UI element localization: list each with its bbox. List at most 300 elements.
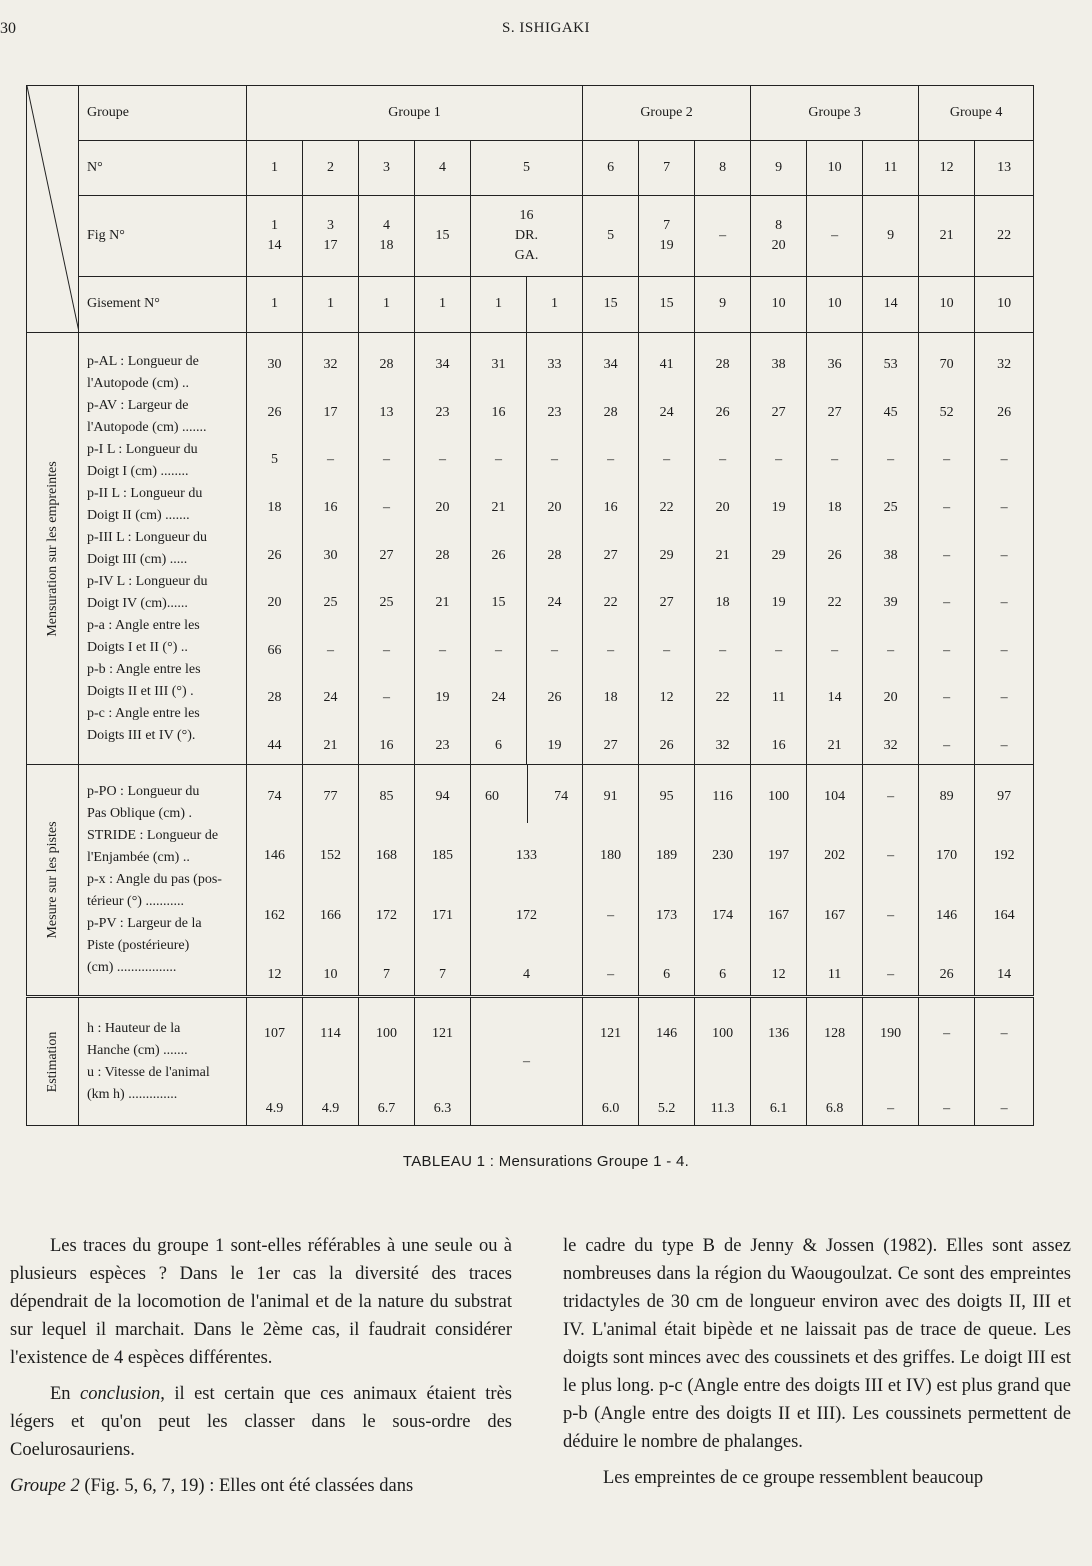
value-cell: 167 bbox=[824, 907, 846, 923]
num-cell: 3 bbox=[359, 141, 415, 196]
value-cell: – bbox=[775, 642, 783, 658]
value-cell: 12 bbox=[771, 966, 786, 982]
estimation-labels bbox=[79, 997, 247, 1126]
value-cell: 164 bbox=[993, 907, 1015, 923]
pis-col-5 bbox=[471, 765, 583, 997]
gisement-cell: 14 bbox=[863, 276, 919, 332]
value-cell: 107 bbox=[264, 1026, 285, 1041]
est-col-9 bbox=[751, 997, 807, 1126]
value-cell: 28 bbox=[547, 547, 562, 563]
value-cell: 32 bbox=[715, 738, 730, 753]
est-col-2 bbox=[303, 997, 359, 1126]
emp-col-12 bbox=[919, 333, 975, 765]
value-cell: 26 bbox=[939, 966, 954, 982]
emp-col-5dr bbox=[471, 333, 527, 765]
measure-label-line: Pas Oblique (cm) . bbox=[87, 806, 192, 821]
diagonal-line bbox=[27, 86, 79, 332]
measure-label-line: p-a : Angle entre les bbox=[87, 617, 200, 633]
split-divider bbox=[527, 765, 528, 823]
value-cell: 30 bbox=[267, 357, 282, 372]
value-cell: 16 bbox=[491, 404, 506, 420]
value-cell: 95 bbox=[659, 789, 674, 804]
value-cell: 25 bbox=[323, 595, 338, 611]
fig-top: 16 bbox=[519, 208, 534, 224]
paragraph: le cadre du type B de Jenny & Jossen (1982). Elles sont assez nombreuses dans la région du Waougoulzat. Ce sont des empreintes tridactyles de 30 cm de longueur environ avec des doigts II, III et IV. L'animal était bipède et ne laissait pas de trace de queue. Les doigts sont minces avec des coussinets et des griffes. Le doigt III est le plus long. p-c (Angle entre des doigts III et IV) est plus grand que p-b (Angle entre des doigts II et III). Les coussinets permettent de déduire le nombre de phalanges. bbox=[563, 1236, 1071, 1452]
value-cell: – bbox=[439, 642, 446, 658]
value-cell: 21 bbox=[491, 499, 506, 515]
measure-label-line: Hanche (cm) ....... bbox=[87, 1042, 188, 1058]
value-cell: 23 bbox=[435, 404, 450, 420]
value-cell: 10 bbox=[323, 966, 338, 982]
pis-col-9 bbox=[751, 765, 807, 997]
value-cell: – bbox=[719, 452, 727, 468]
pis-col-11 bbox=[863, 765, 919, 997]
value-cell: – bbox=[1000, 690, 1008, 706]
value-cell: 28 bbox=[603, 404, 618, 420]
value-cell: 20 bbox=[883, 690, 898, 706]
pis-cell: 133 bbox=[516, 848, 538, 864]
value-cell: 21 bbox=[715, 547, 730, 563]
value-cell: 27 bbox=[771, 404, 786, 420]
number-row bbox=[27, 141, 1034, 196]
value-cell: – bbox=[719, 642, 727, 658]
fig-bottom: 22 bbox=[997, 228, 1012, 244]
emp-col-11 bbox=[863, 333, 919, 765]
value-cell: 19 bbox=[435, 690, 450, 706]
value-cell: 12 bbox=[267, 966, 282, 982]
measure-label-line: STRIDE : Longueur de bbox=[87, 828, 219, 843]
fig-bottom: 18 bbox=[379, 238, 394, 254]
fig-top: 3 bbox=[327, 218, 334, 234]
value-cell: 12 bbox=[659, 690, 674, 706]
value-cell: – bbox=[887, 789, 895, 804]
est-col-10 bbox=[807, 997, 863, 1126]
value-cell: – bbox=[1000, 547, 1008, 563]
value-cell: 30 bbox=[323, 547, 338, 563]
est-col-5 bbox=[471, 997, 583, 1126]
value-cell: 85 bbox=[379, 789, 394, 804]
value-cell: 27 bbox=[603, 738, 618, 753]
value-cell: 26 bbox=[659, 738, 674, 753]
value-cell: 6 bbox=[719, 966, 727, 982]
value-cell: 32 bbox=[997, 357, 1012, 372]
value-cell: 6.0 bbox=[601, 1101, 620, 1116]
value-cell: – bbox=[663, 642, 671, 658]
pis-col-8 bbox=[695, 765, 751, 997]
value-cell: 29 bbox=[659, 547, 674, 563]
value-cell: 100 bbox=[768, 789, 790, 804]
fig-cell bbox=[583, 196, 639, 276]
gisement-cell: 1 bbox=[247, 276, 303, 332]
fig-cell-16 bbox=[471, 196, 583, 276]
estimation-section bbox=[27, 997, 1034, 1126]
value-cell: 6.8 bbox=[825, 1101, 844, 1116]
value-cell: – bbox=[887, 848, 895, 864]
value-cell: 121 bbox=[600, 1026, 622, 1041]
value-cell: 38 bbox=[883, 547, 898, 563]
fig-bottom: 19 bbox=[659, 238, 674, 254]
value-cell: – bbox=[663, 452, 671, 468]
value-cell: 16 bbox=[771, 738, 786, 753]
value-cell: – bbox=[439, 452, 446, 468]
empreintes-vertical-text: Mensuration sur les empreintes bbox=[44, 460, 60, 637]
fig-bottom: – bbox=[831, 228, 839, 244]
pis-col-6 bbox=[583, 765, 639, 997]
value-cell: 39 bbox=[883, 595, 898, 611]
fig-cell bbox=[639, 196, 695, 276]
gisement-cell: 10 bbox=[807, 276, 863, 332]
value-cell: 97 bbox=[997, 789, 1012, 804]
fig-cell bbox=[863, 196, 919, 276]
emp-col-9 bbox=[751, 333, 807, 765]
value-cell: 185 bbox=[432, 848, 453, 864]
fig-bottom: 14 bbox=[267, 238, 282, 254]
value-cell: 166 bbox=[320, 907, 341, 923]
group-2-header: Groupe 2 bbox=[583, 86, 751, 141]
value-cell: 36 bbox=[827, 357, 842, 372]
value-cell: – bbox=[943, 690, 951, 706]
fig-cell bbox=[247, 196, 303, 276]
value-cell: 23 bbox=[435, 738, 450, 753]
fig-ga: GA. bbox=[514, 248, 539, 264]
measure-label-line: p-PV : Largeur de la bbox=[87, 916, 202, 931]
measure-label-line: p-c : Angle entre les bbox=[87, 705, 200, 721]
value-cell: 26 bbox=[715, 404, 730, 420]
emp-col-7 bbox=[639, 333, 695, 765]
num-cell: 8 bbox=[695, 141, 751, 196]
measure-label-line: p-II L : Longueur du bbox=[87, 485, 203, 501]
num-cell: 12 bbox=[919, 141, 975, 196]
value-cell: 7 bbox=[439, 966, 446, 982]
measure-label-line: Doigt I (cm) ........ bbox=[87, 463, 189, 479]
value-cell: 27 bbox=[379, 547, 394, 563]
measure-label-line: p-PO : Longueur du bbox=[87, 784, 200, 799]
gisement-cell: 1 bbox=[415, 276, 471, 332]
measure-label-line: (km h) .............. bbox=[87, 1086, 178, 1102]
gisement-cell: 15 bbox=[583, 276, 639, 332]
value-cell: 77 bbox=[323, 789, 338, 804]
est-col-4 bbox=[415, 997, 471, 1126]
value-cell: 104 bbox=[824, 789, 846, 804]
value-cell: 21 bbox=[323, 738, 338, 753]
value-cell: 100 bbox=[712, 1026, 734, 1041]
paragraph bbox=[10, 1472, 512, 1500]
value-cell: 34 bbox=[435, 357, 450, 372]
measure-label-line: p-AL : Longueur de bbox=[87, 353, 199, 369]
value-cell: 27 bbox=[659, 595, 674, 611]
right-column bbox=[563, 1232, 1071, 1492]
value-cell: – bbox=[831, 642, 839, 658]
value-cell: – bbox=[943, 738, 951, 753]
value-cell: 128 bbox=[824, 1026, 846, 1041]
number-label: N° bbox=[79, 141, 247, 196]
value-cell: – bbox=[1000, 452, 1008, 468]
value-cell: 94 bbox=[435, 789, 450, 804]
value-cell: 41 bbox=[659, 357, 674, 372]
pis-col-2 bbox=[303, 765, 359, 997]
measure-label-line: p-b : Angle entre les bbox=[87, 661, 201, 677]
value-cell: 18 bbox=[715, 595, 730, 611]
value-cell: 230 bbox=[712, 848, 734, 864]
gisement-row bbox=[27, 276, 1034, 332]
value-cell: – bbox=[495, 642, 502, 658]
group-1-header: Groupe 1 bbox=[247, 86, 583, 141]
num-cell: 4 bbox=[415, 141, 471, 196]
value-cell: 27 bbox=[603, 547, 618, 563]
value-cell: 34 bbox=[603, 357, 618, 372]
value-cell: 192 bbox=[993, 848, 1015, 864]
value-cell: 19 bbox=[547, 738, 562, 753]
groupe-label: Groupe bbox=[79, 86, 247, 141]
value-cell: 25 bbox=[379, 595, 394, 611]
gisement-label: Gisement N° bbox=[79, 276, 247, 332]
value-cell: – bbox=[607, 966, 615, 982]
measure-label-line: h : Hauteur de la bbox=[87, 1020, 181, 1036]
num-cell: 13 bbox=[975, 141, 1034, 196]
pis-cell: 60 bbox=[485, 789, 499, 804]
pistes-side-label bbox=[27, 765, 79, 997]
value-cell: 14 bbox=[827, 690, 842, 706]
value-cell: 29 bbox=[771, 547, 786, 563]
left-column bbox=[10, 1232, 512, 1500]
value-cell: 162 bbox=[264, 907, 285, 923]
value-cell: 33 bbox=[547, 357, 562, 372]
value-cell: 23 bbox=[547, 404, 562, 420]
value-cell: 11.3 bbox=[710, 1101, 735, 1116]
value-cell: – bbox=[551, 642, 559, 658]
pis-col-13 bbox=[975, 765, 1034, 997]
group-3-header: Groupe 3 bbox=[751, 86, 919, 141]
est-col-7 bbox=[639, 997, 695, 1126]
measure-label-line: u : Vitesse de l'animal bbox=[87, 1064, 210, 1080]
value-cell: 16 bbox=[603, 499, 618, 515]
value-cell: 27 bbox=[827, 404, 842, 420]
diagonal-corner bbox=[27, 86, 79, 333]
value-cell: – bbox=[495, 452, 502, 468]
value-cell: 6.1 bbox=[769, 1101, 788, 1116]
num-cell: 10 bbox=[807, 141, 863, 196]
emp-col-2 bbox=[303, 333, 359, 765]
value-cell: 146 bbox=[264, 848, 285, 864]
value-cell: 66 bbox=[267, 642, 282, 658]
value-cell: – bbox=[327, 452, 334, 468]
measurements-table bbox=[26, 85, 1034, 1126]
pis-col-10 bbox=[807, 765, 863, 997]
num-cell: 9 bbox=[751, 141, 807, 196]
value-cell: – bbox=[607, 907, 615, 923]
value-cell: – bbox=[383, 690, 390, 706]
text-span: En bbox=[50, 1384, 81, 1404]
value-cell: 19 bbox=[771, 595, 786, 611]
value-cell: 16 bbox=[379, 738, 394, 753]
pistes-vertical-text: Mesure sur les pistes bbox=[44, 821, 60, 939]
value-cell: 24 bbox=[323, 690, 338, 706]
page-number: 30 bbox=[0, 20, 16, 37]
value-cell: – bbox=[551, 452, 559, 468]
num-cell: 2 bbox=[303, 141, 359, 196]
value-cell: 19 bbox=[771, 499, 786, 515]
value-cell: 18 bbox=[603, 690, 618, 706]
num-cell: 5 bbox=[471, 141, 583, 196]
pis-cell: 172 bbox=[516, 907, 538, 923]
gisement-cell: 10 bbox=[919, 276, 975, 332]
value-cell: 152 bbox=[320, 848, 341, 864]
value-cell: 70 bbox=[939, 357, 954, 372]
empreintes-side-label bbox=[27, 333, 79, 765]
est-col-6 bbox=[583, 997, 639, 1126]
value-cell: 5 bbox=[271, 452, 278, 468]
value-cell: 20 bbox=[715, 499, 730, 515]
value-cell: 6 bbox=[495, 738, 502, 753]
value-cell: – bbox=[943, 547, 951, 563]
fig-bottom: 20 bbox=[771, 238, 786, 254]
value-cell: – bbox=[775, 452, 783, 468]
table-caption: TABLEAU 1 : Mensurations Groupe 1 - 4. bbox=[402, 1153, 690, 1170]
value-cell: 32 bbox=[883, 738, 898, 753]
value-cell: – bbox=[887, 966, 895, 982]
pistes-section bbox=[27, 765, 1034, 997]
value-cell: 24 bbox=[659, 404, 674, 420]
est-col-13 bbox=[975, 997, 1034, 1126]
measure-label-line: p-I L : Longueur du bbox=[87, 441, 198, 457]
est-col-1 bbox=[247, 997, 303, 1126]
group-4-header: Groupe 4 bbox=[919, 86, 1034, 141]
empreintes-labels bbox=[79, 333, 247, 765]
value-cell: 74 bbox=[267, 789, 282, 804]
value-cell: 116 bbox=[712, 789, 733, 804]
value-cell: 26 bbox=[997, 404, 1012, 420]
num-cell: 11 bbox=[863, 141, 919, 196]
fig-top: 8 bbox=[775, 218, 783, 234]
value-cell: 189 bbox=[656, 848, 678, 864]
value-cell: 91 bbox=[603, 789, 618, 804]
value-cell: – bbox=[887, 1101, 895, 1116]
value-cell: 28 bbox=[379, 357, 394, 372]
value-cell: 26 bbox=[547, 690, 562, 706]
value-cell: – bbox=[1000, 1026, 1008, 1041]
value-cell: 20 bbox=[435, 499, 450, 515]
pis-col-1 bbox=[247, 765, 303, 997]
fig-cell bbox=[807, 196, 863, 276]
fig-cell bbox=[359, 196, 415, 276]
measure-label-line: (cm) ................. bbox=[87, 960, 177, 975]
value-cell: – bbox=[383, 642, 390, 658]
value-cell: – bbox=[1000, 1101, 1008, 1116]
value-cell: 197 bbox=[768, 848, 790, 864]
measure-label-line: p-x : Angle du pas (pos- bbox=[87, 872, 222, 887]
fig-cell bbox=[751, 196, 807, 276]
emp-col-13 bbox=[975, 333, 1034, 765]
value-cell: – bbox=[831, 452, 839, 468]
value-cell: 52 bbox=[939, 404, 954, 420]
value-cell: – bbox=[327, 642, 334, 658]
measure-label-line: p-III L : Longueur du bbox=[87, 529, 207, 545]
value-cell: 18 bbox=[267, 499, 282, 515]
num-cell: 7 bbox=[639, 141, 695, 196]
value-cell: 190 bbox=[880, 1026, 902, 1041]
measure-label-line: Doigts II et III (°) . bbox=[87, 683, 194, 699]
est-col-11 bbox=[863, 997, 919, 1126]
value-cell: 89 bbox=[939, 789, 954, 804]
pis-col-12 bbox=[919, 765, 975, 997]
measure-label-line: l'Autopode (cm) ....... bbox=[87, 419, 207, 435]
measure-label-line: térieur (°) ........... bbox=[87, 894, 184, 909]
fig-bottom: 21 bbox=[939, 228, 954, 244]
value-cell: – bbox=[943, 595, 951, 611]
value-cell: 26 bbox=[827, 547, 842, 563]
empreintes-section bbox=[27, 333, 1034, 765]
value-cell: 6.7 bbox=[377, 1101, 396, 1116]
value-cell: – bbox=[943, 642, 951, 658]
value-cell: 24 bbox=[491, 690, 506, 706]
value-cell: – bbox=[383, 499, 390, 515]
pis-col-4 bbox=[415, 765, 471, 997]
fig-bottom: 9 bbox=[887, 228, 895, 244]
pis-cell: 74 bbox=[554, 789, 569, 804]
value-cell: 22 bbox=[659, 499, 674, 515]
value-cell: 18 bbox=[827, 499, 842, 515]
gisement-cell: 10 bbox=[751, 276, 807, 332]
value-cell: 32 bbox=[323, 357, 338, 372]
value-cell: 24 bbox=[547, 595, 562, 611]
value-cell: 146 bbox=[936, 907, 958, 923]
value-cell: 20 bbox=[547, 499, 562, 515]
fig-cell bbox=[975, 196, 1034, 276]
emp-col-3 bbox=[359, 333, 415, 765]
value-cell: 4.9 bbox=[265, 1101, 284, 1116]
value-cell: 16 bbox=[323, 499, 338, 515]
measure-label-line: Doigt IV (cm)...... bbox=[87, 595, 188, 611]
value-cell: 21 bbox=[827, 738, 842, 753]
value-cell: 168 bbox=[376, 848, 397, 864]
fig-top: 1 bbox=[271, 218, 278, 234]
value-cell: 28 bbox=[435, 547, 450, 563]
measure-label-line: l'Enjambée (cm) .. bbox=[87, 850, 190, 865]
value-cell: 180 bbox=[600, 848, 622, 864]
value-cell: – bbox=[383, 452, 390, 468]
value-cell: 22 bbox=[603, 595, 618, 611]
fig-label: Fig N° bbox=[79, 196, 247, 276]
emp-col-10 bbox=[807, 333, 863, 765]
gisement-cell: 1 bbox=[303, 276, 359, 332]
running-head: S. ISHIGAKI bbox=[502, 20, 590, 36]
value-cell: 11 bbox=[827, 966, 842, 982]
measure-label-line: Doigt II (cm) ....... bbox=[87, 507, 190, 523]
est-col-3 bbox=[359, 997, 415, 1126]
num-cell: 6 bbox=[583, 141, 639, 196]
emp-col-4 bbox=[415, 333, 471, 765]
value-cell: 121 bbox=[432, 1026, 453, 1041]
value-cell: 136 bbox=[768, 1026, 790, 1041]
fig-bottom: 15 bbox=[435, 228, 450, 244]
emp-col-5ga bbox=[527, 333, 583, 765]
fig-bottom: 5 bbox=[607, 228, 615, 244]
num-cell: 1 bbox=[247, 141, 303, 196]
value-cell: 174 bbox=[712, 907, 734, 923]
value-cell: – bbox=[887, 642, 895, 658]
est-cell: – bbox=[523, 1053, 531, 1069]
value-cell: 53 bbox=[883, 357, 898, 372]
fig-dr: DR. bbox=[515, 228, 538, 244]
est-col-8 bbox=[695, 997, 751, 1126]
fig-cell bbox=[919, 196, 975, 276]
value-cell: – bbox=[887, 452, 895, 468]
pis-cell: 4 bbox=[523, 966, 531, 982]
pis-col-7 bbox=[639, 765, 695, 997]
value-cell: 26 bbox=[491, 547, 506, 563]
measure-label-line: p-AV : Largeur de bbox=[87, 397, 189, 413]
text-italic: conclusion bbox=[80, 1384, 161, 1404]
